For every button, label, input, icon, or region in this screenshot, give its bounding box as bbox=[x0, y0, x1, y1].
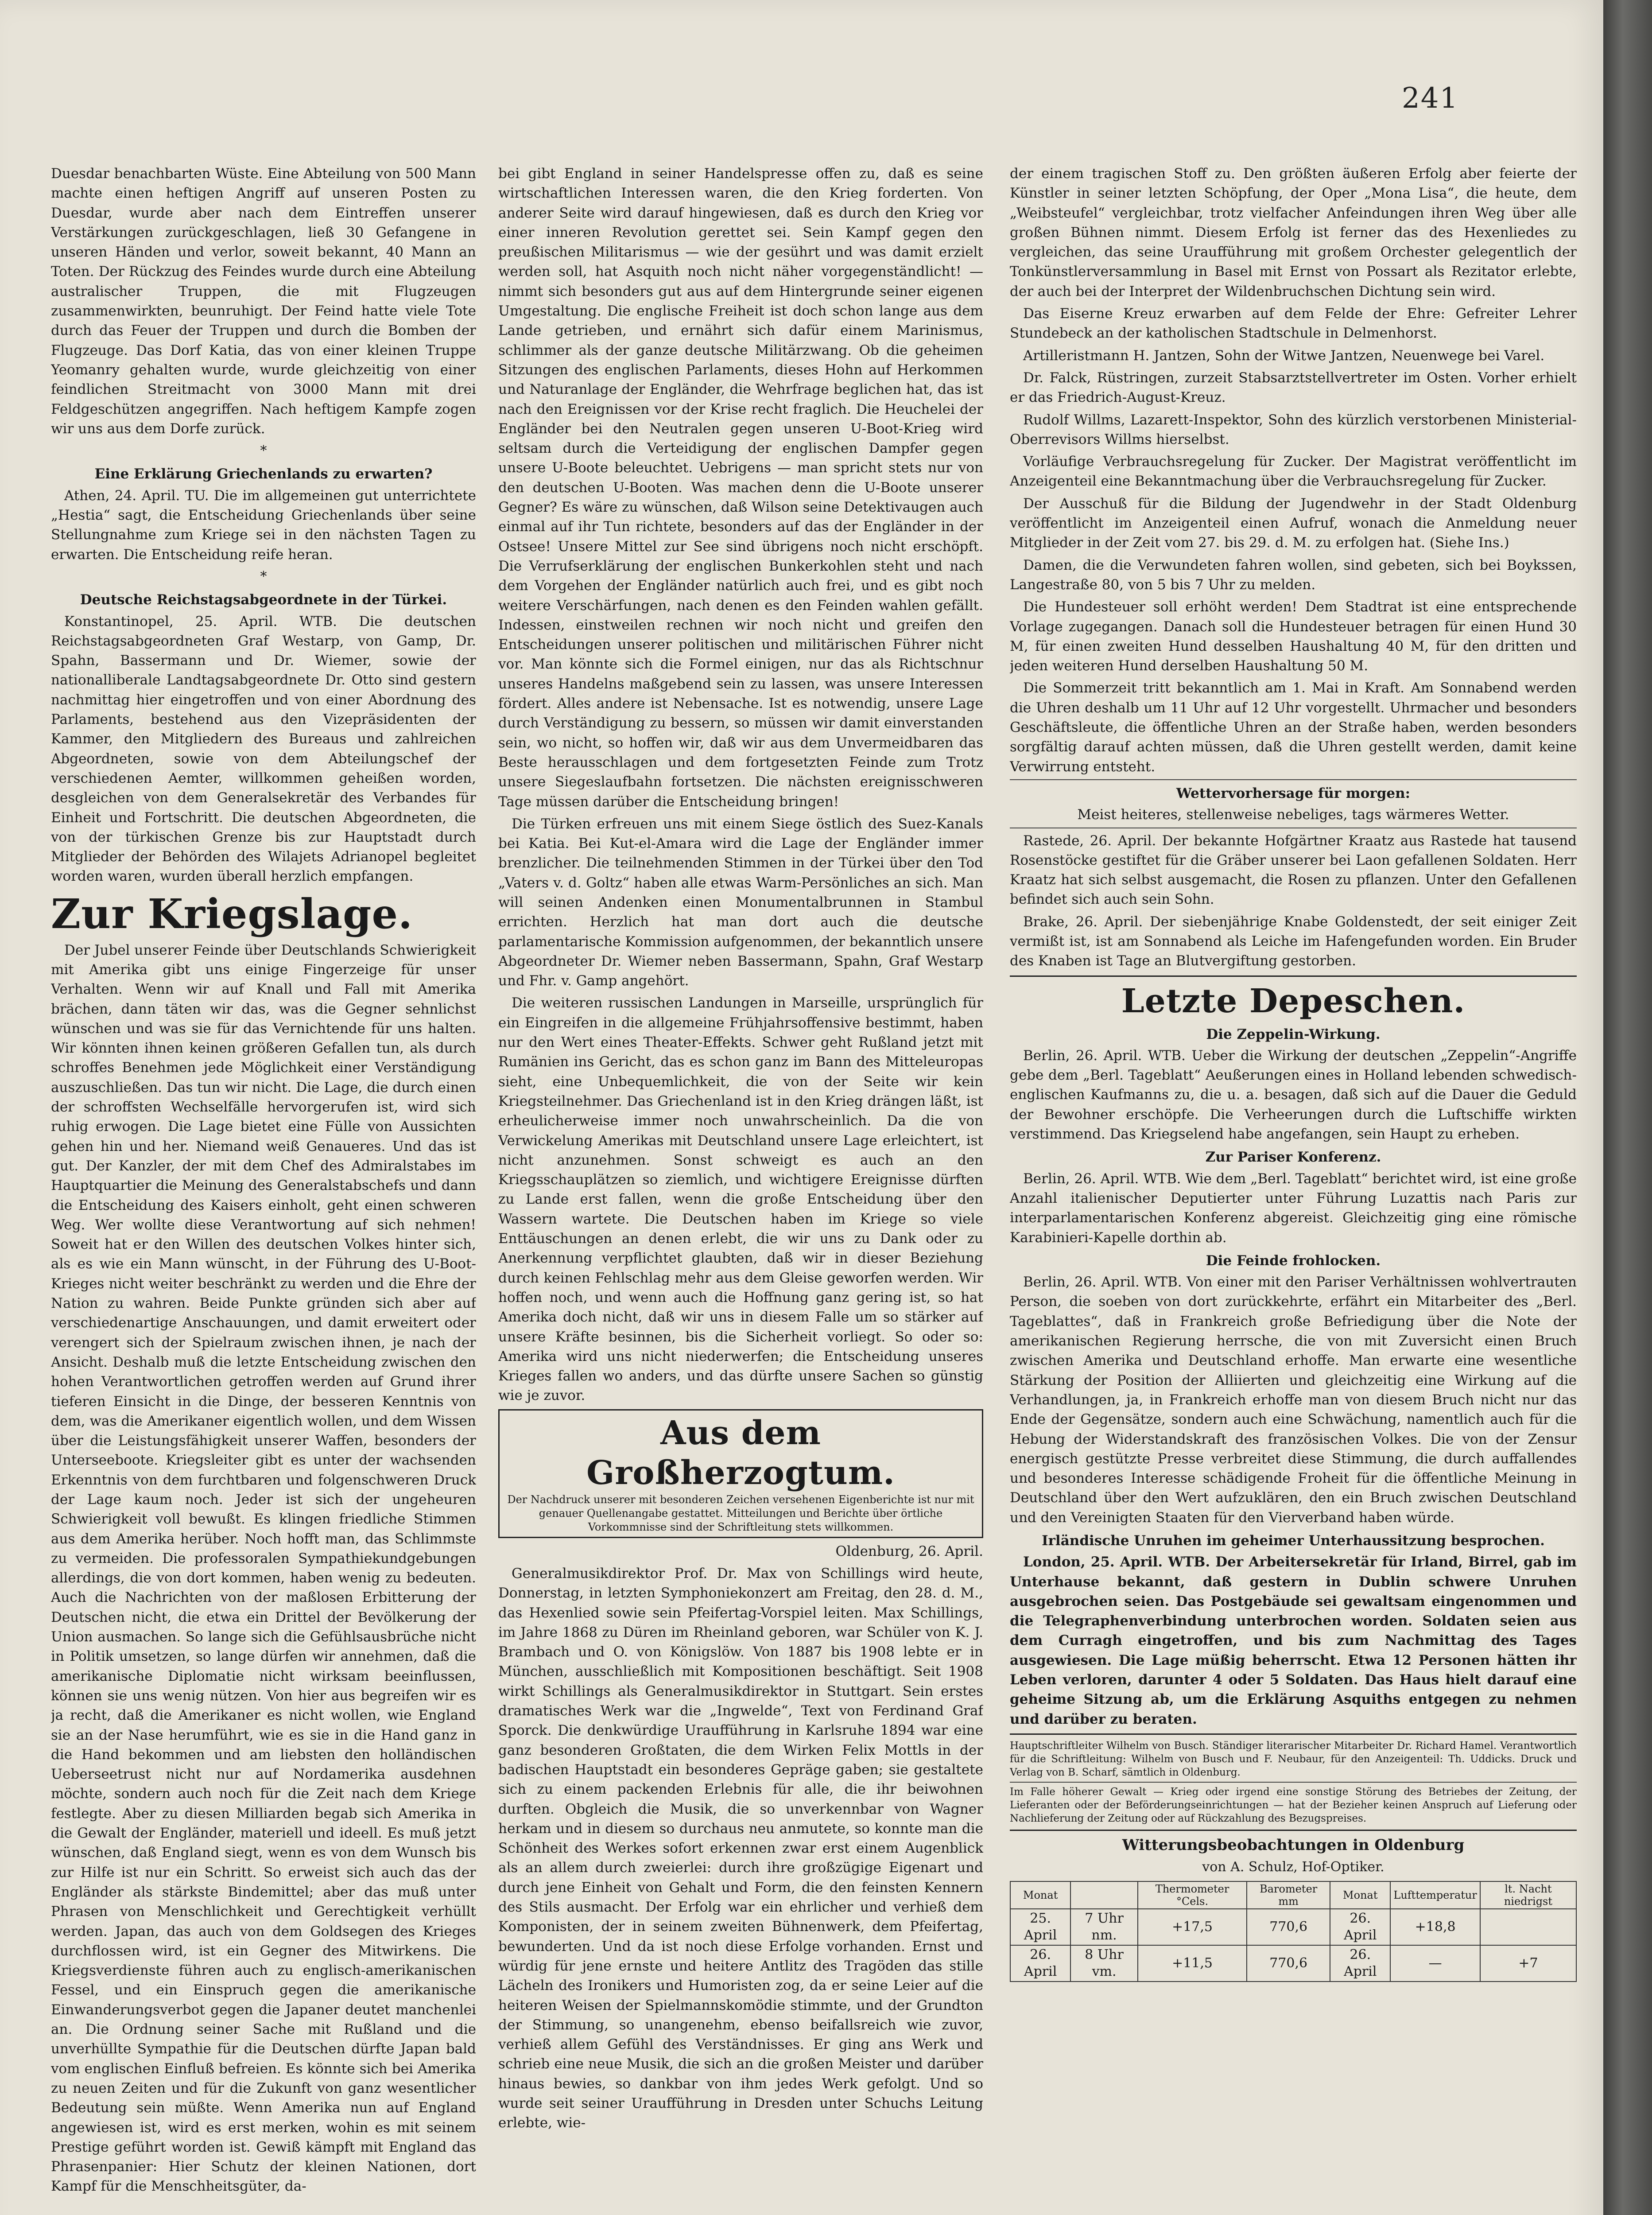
weather-col-header: Barometer mm bbox=[1247, 1881, 1330, 1909]
divider bbox=[1010, 1830, 1577, 1831]
article-text: Konstantinopel, 25. April. WTB. Die deutschen Reichstagsabgeordneten Graf Westarp, von Gamp, Dr. Spahn, Bassermann und Dr. Wiemer, sowie der nationalliberale Landtagsabgeordnete Dr. Otto sind gestern nachmittag hier eingetroffen und von einer Abordnung des Parlaments, bestehend aus den Vizepräsidenten der Kammer, den Mitgliedern des Bureaus und zahlreichen Abgeordneten, sowie von dem Abteilungschef der verschiedenen Aemter, willkommen geheißen worden, desgleichen von dem Generalsekretär des Verbandes für Einheit und Fortschritt. Die deutschen Abgeordneten, die von der türkischen Grenze bis zur Hauptstadt durch Mitglieder der Behörden des Wilajets Adrianopel begleitet worden waren, wurden überall herzlich empfangen. bbox=[51, 613, 476, 885]
weather-cell: 26. April bbox=[1010, 1945, 1070, 1982]
disclaimer: Im Falle höherer Gewalt — Krieg oder irgend eine sonstige Störung des Betriebes der Zeitung, der Lieferanten oder der Beförderungseinrichtungen — hat der Bezieher keinen Anspruch auf Lieferung oder Nachlieferung der Zeitung oder auf Rückzahlung des Bezugspreises. bbox=[1010, 1786, 1577, 1824]
section-heading-depeschen: Letzte Depeschen. bbox=[1121, 982, 1466, 1020]
weather-cell: +17,5 bbox=[1138, 1909, 1247, 1945]
weather-cell: 8 Uhr vm. bbox=[1070, 1945, 1138, 1982]
weather-cell: 770,6 bbox=[1247, 1909, 1330, 1945]
article-text: Die Türken erfreuen uns mit einem Siege östlich des Suez-Kanals bei Katia. Bei Kut-el-Amara wird die Lage der Engländer immer brenzlicher. Die teilnehmenden Stimmen in der Türkei über den Tod „Vaters v. d. Goltz“ haben alle etwas Warm-Persönliches an sich. Man will seinen Andenken einen Monumentalbrunnen in Stambul errichten. Herzlich hat man dort auch die deutsche parlamentarische Kommission aufgenommen, der bekanntlich unsere Abgeordneter Dr. Wiemer neben Bassermann, Spahn, Graf Westarp und Fhr. v. Gamp angehört. bbox=[498, 816, 983, 989]
article-text: Der Jubel unserer Feinde über Deutschlands Schwierigkeit mit Amerika gibt uns einige Fingerzeige für unser Verhalten. Wenn wir auf Knall und Fall mit Amerika brächen, dann täten wir das, was die Gegner sehnlichst wünschen und was sie für das Vernichtende für uns halten. Wir könnten ihnen keinen größeren Gefallen tun, als durch schroffes Benehmen jede Möglichkeit einer Verständigung auszuschließen. Das tun wir nicht. Die Lage, die durch einen der schroffsten Wechselfälle hervorgerufen ist, wird sich ruhig erwogen. Die Lage bietet eine Fülle von Aussichten gehen hin und her. Niemand weiß Genaueres. Und das ist gut. Der Kanzler, der mit dem Chef des Admiralstabes im Hauptquartier die Meinung des Generalstabschefs und dann die Entscheidung des Kaisers einholt, geht einen schweren Weg. Wer wollte diese Verantwortung auf sich nehmen! Soweit hat er den Willen des deutschen Volkes hinter sich, als es wie ein Mann wünscht, in der Führung des U-Boot-Krieges nicht weiter beschränkt zu werden und die Ehre der Nation zu wahren. Beide Punkte gründen sich aber auf verschiedenartige Anschauungen, und damit erweitert oder verengert sich der Spielraum zwischen ihnen, je nach der Ansicht. Deshalb muß die letzte Entscheidung zwischen den hohen Verantwortlichen getroffen werden auf Grund ihrer tieferen Einsicht in die Dinge, der besseren Kenntnis von dem, was die Amerikaner eigentlich wollen, und dem Wissen über die Leistungsfähigkeit unserer Waffen, besonders der Unterseeboote. Kriegsleiter gibt es unter der wachsenden Erkenntnis von dem furchtbaren und folgenschweren Druck der Lage kaum noch. Jeder ist sich der ungeheuren Schwierigkeit voll bewußt. Es klingen friedliche Stimmen aus dem Amerika herüber. Noch hofft man, das Schlimmste zu vermeiden. Die professoralen Sympathiekundgebungen allerdings, die von dort kommen, haben wenig zu bedeuten. Auch die Nachrichten von der maßlosen Erbitterung der Deutschen nicht, die etwa ein Drittel der Bevölkerung der Union ausmachen. So lange sich die Gefühlsausbrüche nicht in Politik umsetzen, so lange dürfen wir annehmen, daß die amerikanische Diplomatie nicht wirksam beeinflussen, können sie uns wenig nützen. Von hier aus begreifen wir es ja recht, daß die Amerikaner es nicht wollen, wie England sie an der Nase herumführt, wie es sie in die Hand ganz in die Hand bekommen und am liebsten den holländischen Ueberseetrust nicht nur auf Nordamerika ausdehnen möchte, sondern auch noch für die Zeit nach dem Kriege festlegte. Aber zu diesen Milliarden begab sich Amerika in die Gewalt der Engländer, materiell und ideell. Es muß jetzt wünschen, daß England siegt, wenn es von dem Wunsch bis zur Hilfe ist nur ein Schritt. So erweist sich auch das der Engländer als stärkste Bindemittel; aber das muß unter Phrasen von Menschlichkeit und Gerechtigkeit verhüllt werden. Japan, das auch von dem Goldsegen des Krieges durchflossen wird, ist ein Gegner des Mitwirkens. Die Kriegsverdienste führen auch zu englisch-amerikanischen Fessel, und ein Einspruch gegen die amerikanische Einwanderungsverbot gegen die Japaner deutet manchenlei an. Die Ordnung seiner Sache mit Rußland und die unverhüllte Sympathie für die Deutschen dürfte Japan bald vom englischen Einfluß befreien. Es könnte sich bei Amerika zu neuen Zeiten und für die Zukunft von ganz wesentlicher Bedeutung sein müßte. Wenn Amerika nun auf England angewiesen ist, wird es erst merken, wohin es mit seinem Prestige geführt worden ist. Gewiß kämpft mit England das Phrasenpanier: Hier Schutz der kleinen Nationen, dort Kampf für die Menschheitsgüter, da- bbox=[51, 942, 476, 2195]
separator-star: * bbox=[260, 443, 267, 459]
dispatch-heading: Zur Pariser Konferenz. bbox=[1205, 1149, 1381, 1166]
article-text: Die weiteren russischen Landungen in Marseille, ursprünglich für ein Eingreifen in die allgemeine Frühjahrsoffensive bestimmt, haben nur den Wert eines Theater-Effekts. Schwer geht Rußland jetzt mit Rumänien ins Gericht, das es schon ganz im Bann des Mitteleuropas sieht, eine Unbequemlichkeit, die von der Seite wir kein Kriegsteilnehmer. Das Griechenland ist in den Krieg drängen läßt, ist erheulicherweise immer noch unwahrscheinlich. Da die von Verwickelung Amerikas mit Deutschland unsere Lage erleichtert, ist nicht anzunehmen. Sonst schweigt es auch an den Kriegsschauplätzen so ziemlich, und wichtigere Ereignisse dürften zu Lande erst fallen, wenn die große Entscheidung über den Wassern wartete. Die Deutschen haben im Kriege so viele Enttäuschungen an denen erlebt, die wir uns zu Dank oder zu Anerkennung verpflichtet glaubten, daß wir in dieser Beziehung durch keinen Fehlschlag mehr aus dem Gleise geworfen werden. Wir hoffen noch, und wenn auch die Hoffnung ganz gering ist, so hat Amerika doch nicht, daß wir uns in diesem Falle um so stärker auf unsere Kräfte besinnen, bis die Sicherheit vorliegt. So oder so: Amerika wird uns nicht niederwerfen; die Entscheidung unseres Krieges fallen wo anders, und das dürfte unsere Sachen so günstig wie je zuvor. bbox=[498, 995, 983, 1404]
weather-table bbox=[1010, 1881, 1577, 1982]
scanner-edge bbox=[1603, 0, 1652, 2215]
weather-cell: +18,8 bbox=[1390, 1909, 1480, 1945]
weather-table-header bbox=[1010, 1881, 1576, 1909]
weather-cell: +11,5 bbox=[1138, 1945, 1247, 1982]
separator-star: * bbox=[260, 568, 267, 584]
dispatch-text: Berlin, 26. April. WTB. Von einer mit den Pariser Verhältnissen wohlvertrauten Person, die soeben von dort zurückkehrte, erfährt ein Mitarbeiter des „Berl. Tageblattes“, daß in Frankreich große Befriedigung über die Note der amerikanischen Regierung herrsche, die von mit Zuversicht einen Bruch zwischen Amerika und Deutschland erhoffe. Man erwarte eine wesentliche Stärkung der Position der Alliierten und gleichzeitig eine Wirkung auf die Verhandlungen, ja, in Frankreich erhoffe man von diesem Bruch nicht nur das Ende der Gegensätze, sondern auch eine Schwächung, namentlich auch für die Hebung der Widerstandskraft des französischen Volkes. Die von der Zensur energisch gestützte Presse verbreitet diese Stimmung, die durch auffallendes und besonderes Interesse schädigende Froheit für die öffentliche Meinung in Deutschland über den Wert aufzuklären, den ein Bruch zwischen Deutschland und den Vereinigten Staaten für den Vierverband haben würde. bbox=[1010, 1274, 1577, 1526]
weather-cell: 26. April bbox=[1330, 1945, 1390, 1982]
dispatch-text: Berlin, 26. April. WTB. Wie dem „Berl. Tageblatt“ berichtet wird, ist eine große Anzahl italienischer Deputierter unter Führung Luzattis nach Paris zur interparlamentarischen Konferenz abgereist. Gleichzeitig ging eine römische Karabinieri-Kapelle dorthin ab. bbox=[1010, 1170, 1577, 1246]
divider bbox=[1010, 1782, 1577, 1783]
article-text: Generalmusikdirektor Prof. Dr. Max von Schillings wird heute, Donnerstag, in letzten Symphoniekonzert am Freitag, den 28. d. M., das Hexenlied sowie sein Pfeifertag-Vorspiel leiten. Max Schillings, im Jahre 1868 zu Düren im Rheinland geboren, war Schüler von K. J. Brambach und O. von Königslöw. Von 1887 bis 1908 lebte er in München, ausschließlich mit Kompositionen beschäftigt. Seit 1908 wirkt Schillings als Generalmusikdirektor in Stuttgart. Sein erstes dramatisches Werk war die „Ingwelde“, Text von Ferdinand Graf Sporck. Die denkwürdige Uraufführung in Karlsruhe 1894 war eine ganz besonderen Großtaten, die dem Wirken Felix Mottls in der badischen Hauptstadt ein besonderes Gepräge gaben; sie gestaltete sich zu einem packenden Erlebnis für alle, die ihr beiwohnen durften. Obgleich die Musik, die so unverkennbar von Wagner herkam und in diesem so durchaus neu anmutete, so konnte man die Schönheit des Werkes sofort erkennen zwar erst einem Augenblick als an allem durch zweierlei: durch ihre großzügige Eigenart und durch jene Einheit von Gehalt und Form, die den feinsten Kennern des Stils ausmacht. Der Erfolg war ein ehrlicher und verhieß dem Komponisten, der in seinem zweiten Bühnenwerk, dem Pfeifertag, bewunderten. Und da ist noch diese Erfolge vorhanden. Ernst und würdig für jene ernste und heitere Antlitz des Tragöden das stille Lächeln des Ironikers und Humoristen zog, da er seine Leier auf die heiteren Weisen der Spielmannskomödie stimmte, und der Grundton der Stimmung, so unangenehm, ebenso beifallsreich wie zuvor, verhieß allem Gefühl des Verständnisses. Er ging ans Werk und schrieb eine neue Musik, die sich an die großen Meister und darüber hinaus bewies, so dankbar von ihm jedes Werk gefolgt. Und so wurde seit seiner Uraufführung in Dresden unter Schuchs Leitung erlebte, wie- bbox=[498, 1566, 983, 2131]
section-box-grossherzogtum bbox=[498, 1409, 983, 1538]
dispatch-heading: Die Zeppelin-Wirkung. bbox=[1206, 1026, 1381, 1042]
article-text: Rudolf Willms, Lazarett-Inspektor, Sohn des kürzlich verstorbenen Ministerial-Oberrevisors Willms hierselbst. bbox=[1010, 412, 1577, 447]
dateline: Oldenburg, 26. April. bbox=[835, 1543, 983, 1559]
dispatch-text: Berlin, 26. April. WTB. Ueber die Wirkung der deutschen „Zeppelin“-Angriffe gebe dem „Berl. Tageblatt“ Aeußerungen eines in Holland lebenden schwedisch-englischen Kaufmanns zu, die u. a. besagen, daß sich auf die Dauer die Geduld der Bewohner erschöpfe. Die Verheerungen durch die Luftschiffe wirkten verstimmend. Das Kriegselend habe angefangen, sein Haupt zu erheben. bbox=[1010, 1047, 1577, 1142]
weather-cell: 7 Uhr nm. bbox=[1070, 1909, 1138, 1945]
dispatch-heading: Irländische Unruhen im geheimer Unterhaussitzung besprochen. bbox=[1042, 1533, 1545, 1549]
article-text: der einem tragischen Stoff zu. Den größten äußeren Erfolg aber feierte der Künstler in seiner letzten Schöpfung, der Oper „Mona Lisa“, die heute, dem „Weibsteufel“ vergleichbar, trotz vielfacher Anfeindungen ihren Weg über alle großen Bühnen nimmt. Diesem Erfolg ist ferner das des Hexenliedes zu vergleichen, das seine Uraufführung mit großem Orchester gelegentlich der Tonkünstlerversammlung in Basel mit Ernst von Possart als Rezitator erlebte, der auch bei der Interpret der Wildenbruchschen Dichtung sein wird. bbox=[1010, 166, 1577, 299]
article-text: Die Sommerzeit tritt bekanntlich am 1. Mai in Kraft. Am Sonnabend werden die Uhren deshalb um 11 Uhr auf 12 Uhr vorgestellt. Uhrmacher und besonders Geschäftsleute, die öffentliche Uhren an der Straße haben, werden besonders sorgfältig darauf achten müssen, daß die Uhren gestellt werden, damit keine Verwirrung entsteht. bbox=[1010, 680, 1577, 775]
weather-col-header: Thermometer °Cels. bbox=[1138, 1881, 1247, 1909]
reprint-note: Der Nachdruck unserer mit besonderen Zeichen versehenen Eigenberichte ist nur mit genauer Quellenangabe gestattet. Mitteilungen und Berichte über örtliche Vorkommnisse sind der Schriftleitung stets willkommen. bbox=[507, 1493, 974, 1533]
page-number bbox=[1402, 82, 1458, 115]
table-row bbox=[1010, 1909, 1576, 1945]
section-heading-grossherzogtum: Aus dem Großherzogtum. bbox=[586, 1414, 895, 1492]
section-heading-kriegslage: Zur Kriegslage. bbox=[51, 890, 413, 938]
article-text: Damen, die die Verwundeten fahren wollen, sind gebeten, sich bei Boykssen, Langestraße 80, von 5 bis 7 Uhr zu melden. bbox=[1010, 557, 1577, 593]
article-text: Dr. Falck, Rüstringen, zurzeit Stabsarztstellvertreter im Osten. Vorher erhielt er das Friedrich-August-Kreuz. bbox=[1010, 369, 1577, 406]
article-text: Der Ausschuß für die Bildung der Jugendwehr in der Stadt Oldenburg veröffentlicht im Anzeigenteil einen Aufruf, wonach die Anmeldung neuer Mitglieder in der Zeit vom 27. bis 29. d. M. zu erfolgen hat. (Siehe Ins.) bbox=[1010, 495, 1577, 551]
article-text: Brake, 26. April. Der siebenjährige Knabe Goldenstedt, der seit einiger Zeit vermißt ist, ist am Sonnabend als Leiche im Hafengefunden worden. Ein Bruder des Knaben ist Tage an Blutvergiftung gestorben. bbox=[1010, 913, 1577, 969]
dispatch-heading: Die Feinde frohlocken. bbox=[1206, 1252, 1381, 1269]
weather-cell: 26. April bbox=[1330, 1909, 1390, 1945]
article-text: Vorläufige Verbrauchsregelung für Zucker. Der Magistrat veröffentlicht im Anzeigenteil eine Bekanntmachung über die Verbrauchsregelung für Zucker. bbox=[1010, 454, 1577, 490]
weather-cell: +7 bbox=[1480, 1945, 1576, 1982]
page-number-text: 241 bbox=[1402, 82, 1459, 115]
column-3 bbox=[1010, 164, 1577, 2215]
article-text: Duesdar benachbarten Wüste. Eine Abteilung von 500 Mann machte einen heftigen Angriff auf unseren Posten zu Duesdar, wurde aber nach dem Eintreffen unserer Verstärkungen zurückgeschlagen, ließ 30 Gefangene in unseren Händen und verlor, soweit bekannt, 40 Mann an Toten. Der Rückzug des Feindes wurde durch eine Abteilung australischer Truppen, die mit Flugzeugen zusammenwirkten, beunruhigt. Der Feind hatte viele Tote durch das Feuer der Truppen und durch die Bomben der Flugzeuge. Das Dorf Katia, das von einer kleinen Truppe Yeomanry gehalten wurde, wurde gleichzeitig von einer feindlichen Streitmacht von 3000 Mann mit drei Feldgeschützen angegriffen. Nach heftigem Kampfe zogen wir uns aus dem Dorfe zurück. bbox=[51, 166, 476, 437]
article-text: Athen, 24. April. TU. Die im allgemeinen gut unterrichtete „Hestia“ sagt, die Entscheidung Griechenlands über seine Stellungnahme zum Kriege sei in den nächsten Tagen zu erwarten. Die Entscheidung reife heran. bbox=[51, 487, 476, 563]
imprint: Hauptschriftleiter Wilhelm von Busch. Ständiger literarischer Mitarbeiter Dr. Richard Hamel. Verantwortlich für die Schriftleitung: Wilhelm von Busch und F. Neubaur, für den Anzeigenteil: Th. Uddicks. Druck und Verlag von B. Scharf, sämtlich in Oldenburg. bbox=[1010, 1740, 1577, 1778]
weather-cell: 770,6 bbox=[1247, 1945, 1330, 1982]
weather-col-header: Monat bbox=[1010, 1881, 1070, 1909]
article-text: Artilleristmann H. Jantzen, Sohn der Witwe Jantzen, Neuenwege bei Varel. bbox=[1023, 347, 1545, 364]
article-text: Rastede, 26. April. Der bekannte Hofgärtner Kraatz aus Rastede hat tausend Rosenstöcke gestiftet für die Gräber unserer bei Laon gefallenen Soldaten. Herr Kraatz hat sich selbst ausgemacht, die Rosen zu pflanzen. Unter den Gefallenen befindet sich auch sein Sohn. bbox=[1010, 832, 1577, 908]
weather-col-header: Monat bbox=[1330, 1881, 1390, 1909]
article-heading: Deutsche Reichstagsabgeordnete in der Türkei. bbox=[80, 592, 447, 608]
article-text: Das Eiserne Kreuz erwarben auf dem Felde der Ehre: Gefreiter Lehrer Stundebeck an der katholischen Stadtschule in Delmenhorst. bbox=[1010, 306, 1577, 342]
weather-cell: 25. April bbox=[1010, 1909, 1070, 1945]
weather-cell bbox=[1480, 1909, 1576, 1945]
divider bbox=[1010, 1733, 1577, 1735]
weather-subtitle: von A. Schulz, Hof-Optiker. bbox=[1202, 1859, 1384, 1875]
column-1 bbox=[51, 164, 476, 2215]
weather-col-header: Lufttemperatur bbox=[1390, 1881, 1480, 1909]
dispatch-text: London, 25. April. WTB. Der Arbeitersekretär für Irland, Birrel, gab im Unterhause bekannt, daß gestern in Dublin schwere Unruhen ausgebrochen seien. Das Postgebäude sei gewaltsam eingenommen und die Telegraphenverbindung unterbrochen worden. Soldaten seien aus dem Curragh eingetroffen, und bis zum Nachmittag des Tages ausgewiesen. Die Lage müßig beherrscht. Etwa 12 Personen hätten ihr Leben verloren, darunter 4 oder 5 Soldaten. Das Haus hielt darauf eine geheime Sitzung ab, um die Erklärung Asquiths entgegen zu nehmen und darüber zu beraten. bbox=[1010, 1554, 1577, 1727]
article-text: bei gibt England in seiner Handelspresse offen zu, daß es seine wirtschaftlichen Interessen waren, die den Krieg forderten. Von anderer Seite wird darauf hingewiesen, daß es durch den Krieg vor einer inneren Revolution gerettet sei. Sein Kampf gegen den preußischen Militarismus — wie der gesührt und was damit erzielt werden soll, hat Asquith noch nicht näher vorgegenständlicht! — nimmt sich besonders gut aus auf dem Hintergrunde seiner eigenen Umgestaltung. Die englische Freiheit ist doch schon lange aus dem Lande getrieben, und ernährt sich dafür einem Marinismus, schlimmer als der ganze deutsche Militärzwang. Ob die geheimen Sitzungen des englischen Parlaments, dieses Hohn auf Herkommen und Naturanlage der Engländer, die Wehrfrage beglichen hat, das ist nach den Ereignissen vor der Krise recht fraglich. Die Heuchelei der Engländer bei den Neutralen gegen unseren U-Boot-Krieg wird seltsam durch die Verteidigung der englischen Dampfer gegen unsere U-Boote beleuchtet. Uebrigens — man spricht stets nur von den deutschen U-Booten. Was machen denn die U-Boote unserer Gegner? Es wäre zu wünschen, daß Wilson seine Detektivaugen auch einmal auf ihr Tun richtete, besonders auf das der Engländer in der Ostsee! Unsere Mittel zur See sind übrigens noch nicht erschöpft. Die Verrufserklärung der englischen Bunkerkohlen steht und nach dem Vorgehen der Engländer natürlich auch frei, und es gibt noch weitere Verschärfungen, nach denen es den Feinden wahlen gefällt. Indessen, einstweilen rechnen wir noch nicht und greifen den Entscheidungen unserer politischen und militärischen Führer nicht vor. Man könnte sich die Formel einigen, nur das als Richtschnur unseres Handelns maßgebend sein zu lassen, was unsere Interessen fördert. Alles andere ist Nebensache. Ist es notwendig, unsere Lage durch Verständigung zu bessern, so müssen wir damit einverstanden sein, wo nicht, so hoffen wir, daß wir aus dem Unvermeidbaren das Beste herausschlagen und dem fortgesetzten Feinde zum Trotz unsere Siegeslaufbahn fortsetzen. Die nächsten ereignisschweren Tage müssen darüber die Entscheidung bringen! bbox=[498, 166, 983, 810]
article-heading: Eine Erklärung Griechenlands zu erwarten? bbox=[94, 466, 433, 482]
weather-title: Witterungsbeobachtungen in Oldenburg bbox=[1122, 1836, 1465, 1854]
forecast-heading: Wettervorhersage für morgen: bbox=[1176, 785, 1411, 801]
divider bbox=[1010, 779, 1577, 780]
table-row bbox=[1010, 1945, 1576, 1982]
divider bbox=[1010, 975, 1577, 977]
weather-cell: — bbox=[1390, 1945, 1480, 1982]
article-text: Die Hundesteuer soll erhöht werden! Dem Stadtrat ist eine entsprechende Vorlage zugegangen. Danach soll die Hundesteuer betragen für einen Hund 30 M, für einen zweiten Hund desselben Haushaltung 40 M, für den dritten und jeden weiteren Hund derselben Haushaltung 50 M. bbox=[1010, 599, 1577, 674]
forecast-text: Meist heiteres, stellenweise nebeliges, tags wärmeres Wetter. bbox=[1077, 807, 1509, 823]
weather-col-header bbox=[1070, 1881, 1138, 1909]
column-2 bbox=[498, 164, 983, 2215]
weather-col-header: lt. Nacht niedrigst bbox=[1480, 1881, 1576, 1909]
